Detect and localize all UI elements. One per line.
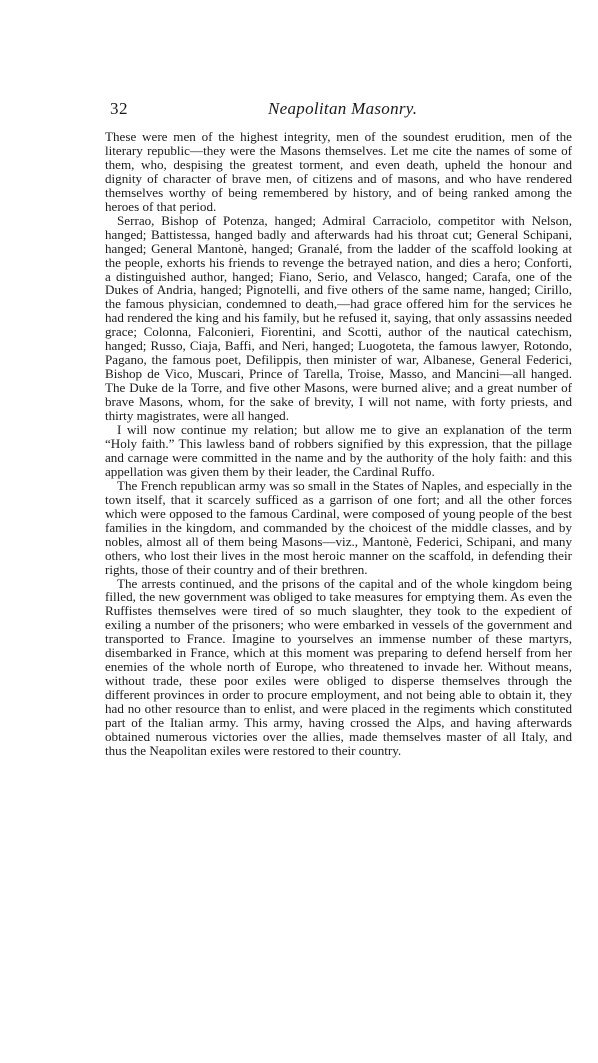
running-title: Neapolitan Masonry. [268, 99, 418, 118]
paragraph-martyrs-list: Serrao, Bishop of Potenza, hanged; Admiral Carraciolo, competitor with Nelson, hanged; Battistessa, hanged badly and afterwards had his throat cut; General Schipani, hanged; General Mantonè, hanged; Granalé, from the ladder of the scaffold looking at the people, exhorts his friends to revenge the betrayed nation, and dies a hero; Conforti, a distinguished author, hanged; Fiano, Serio, and Velasco, hanged; Carafa, one of the Dukes of Andria, hanged; Pignotelli, and five others of the same name, hanged; Cirillo, the famous physician, condemned to death,—had grace offered him for the services he had rendered the king and his family, but he refused it, saying, that only assassins needed grace; Colonna, Falconieri, Fiorentini, and Scotti, author of the nautical catechism, hanged; Russo, Ciaja, Baffi, and Neri, hanged; Luogoteta, the famous lawyer, Rotondo, Pagano, the famous poet, Defilippis, then minister of war, Albanese, General Federici, Bishop de Vico, Muscari, Prince of Tarella, Troise, Masso, and Mancini—all hanged. The Duke de la Torre, and five other Masons, were burned alive; and a great number of brave Masons, whom, for the sake of brevity, I will not name, with forty priests, and thirty magistrates, were all hanged. [105, 212, 572, 424]
running-head [110, 99, 572, 123]
page-number: 32 [110, 99, 128, 118]
paragraph-intro: These were men of the highest integrity, men of the soundest erudition, men of the literary republic—they were the Masons themselves. Let me cite the names of some of them, who, despising the greatest torment, and even death, upheld the honour and dignity of character of brave men, of citizens and of masons, and who have rendered themselves worthy of being remembered by history, and of being ranked among the heroes of that period. [105, 129, 572, 214]
paragraph-french-army: The French republican army was so small in the States of Naples, and especially in the town itself, that it scarcely sufficed as a garrison of one fort; and all the other forces which were opposed to the famous Cardinal, were composed of young people of the best families in the kingdom, and commanded by the choicest of the middle classes, and by nobles, almost all of them being Masons—viz., Mantonè, Federici, Schipani, and many others, who lost their lives in the most heroic manner on the scaffold, in defending their rights, those of their country and of their brethren. [105, 477, 572, 577]
body-text [105, 130, 572, 758]
paragraph-holy-faith: I will now continue my relation; but allow me to give an explanation of the term “Holy faith.” This lawless band of robbers signified by this expression, that the pillage and carnage were committed in the name and by the authority of the holy faith: and this appellation was given them by their leader, the Cardinal Ruffo. [105, 422, 572, 479]
paragraph-arrests-exile: The arrests continued, and the prisons of the capital and of the whole kingdom being filled, the new government was obliged to take measures for emptying them. As even the Ruffistes themselves were tired of so much slaughter, they took to the expedient of exiling a number of the prisoners; who were embarked in vessels of the government and transported to France. Imagine to yourselves an immense number of these martyrs, disembarked in France, which at this moment was preparing to defend herself from her enemies of the whole north of Europe, who threatened to invade her. Without means, without trade, these poor exiles were obliged to disperse themselves through the different provinces in order to procure employment, and not being able to obtain it, they had no other resource than to enlist, and were placed in the regiments which constituted part of the Italian army. This army, having crossed the Alps, and having afterwards obtained numerous victories over the allies, made themselves master of all Italy, and thus the Neapolitan exiles were restored to their country. [105, 575, 572, 758]
